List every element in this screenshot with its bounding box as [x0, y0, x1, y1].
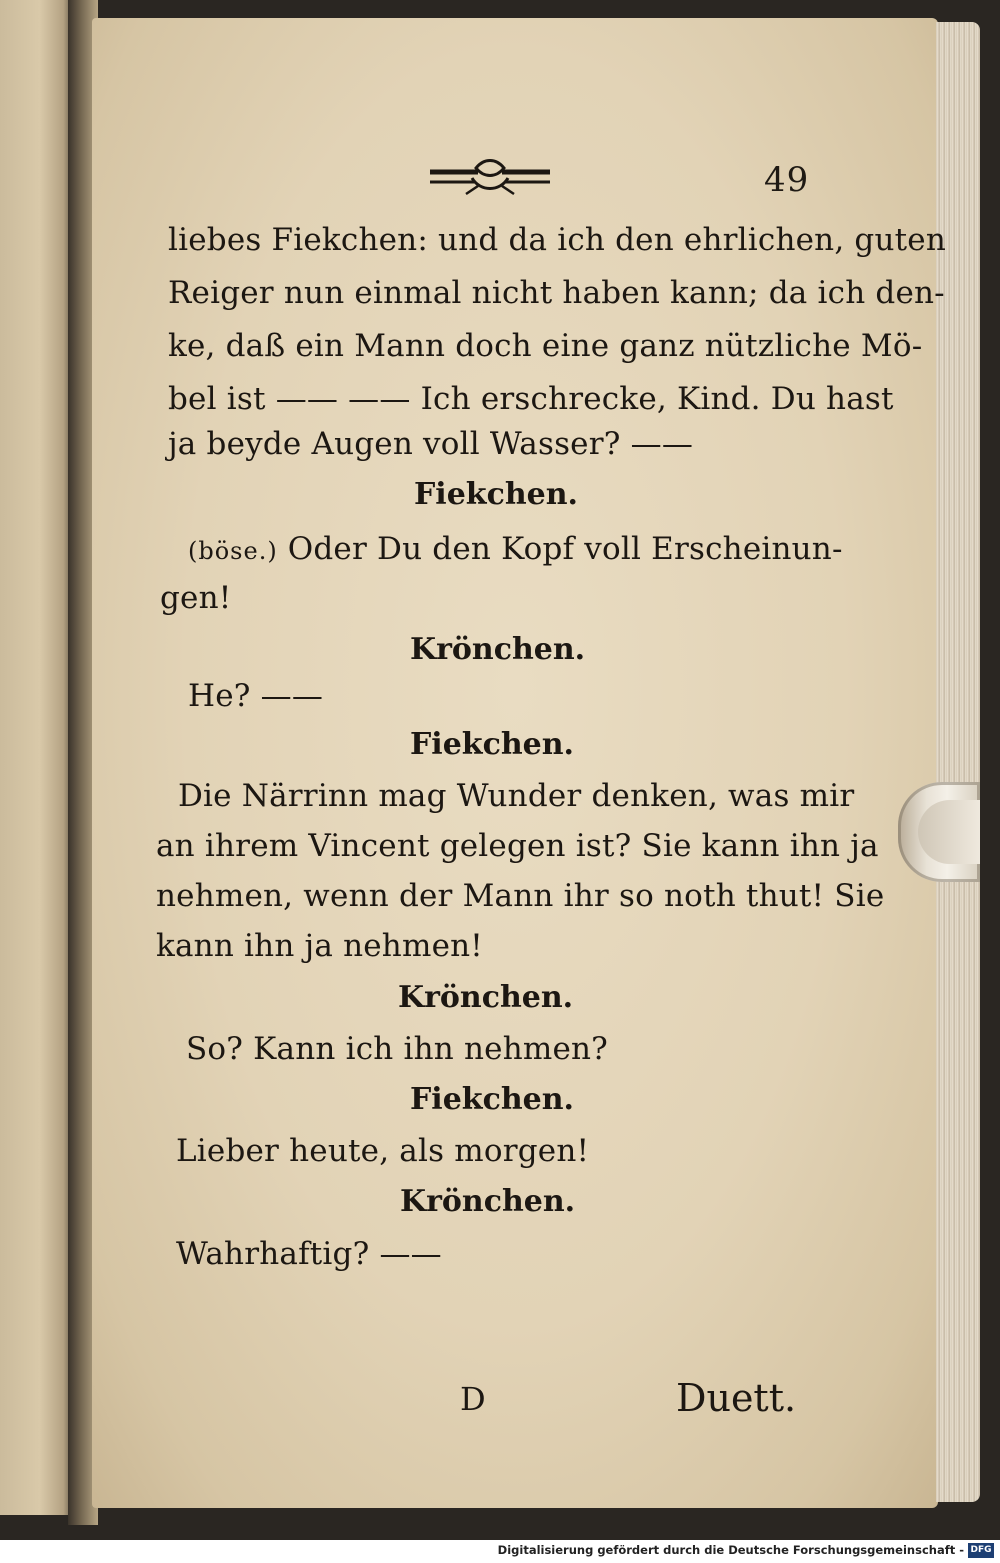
digitization-credit: Digitalisierung gefördert durch die Deutsche Forschungsgemeinschaft -	[497, 1543, 964, 1557]
dialogue-line	[188, 531, 843, 567]
text-line: kann ihn ja nehmen!	[156, 928, 483, 964]
stage-direction: (böse.)	[188, 537, 278, 565]
text-line: bel ist —— —— Ich erschrecke, Kind. Du hast	[168, 381, 894, 417]
signature-mark: D	[460, 1380, 486, 1418]
text-line: Reiger nun einmal nicht haben kann; da ich den-	[168, 275, 945, 311]
text-line: ja beyde Augen voll Wasser? ——	[168, 426, 694, 462]
text-line: liebes Fiekchen: und da ich den ehrlichen, guten	[168, 222, 947, 258]
dialogue-line: Die Närrinn mag Wunder denken, was mir	[178, 778, 855, 814]
page-clamp-inner	[918, 800, 980, 864]
speaker-name: Krönchen.	[400, 1184, 576, 1219]
dfg-logo: DFG	[968, 1543, 994, 1558]
ornament-icon	[428, 158, 552, 198]
dialogue-text: Oder Du den Kopf voll Erscheinun-	[287, 531, 843, 567]
speaker-name: Fiekchen.	[414, 477, 578, 512]
catchword: Duett.	[676, 1376, 797, 1420]
text-line: nehmen, wenn der Mann ihr so noth thut! Sie	[156, 878, 885, 914]
dialogue-line: Wahrhaftig? ——	[176, 1236, 442, 1272]
dialogue-line: He? ——	[188, 678, 324, 714]
speaker-name: Krönchen.	[398, 980, 574, 1015]
previous-page-edge	[0, 0, 72, 1515]
speaker-name: Krönchen.	[410, 632, 586, 667]
dialogue-line: So? Kann ich ihn nehmen?	[186, 1031, 608, 1067]
text-line: ke, daß ein Mann doch eine ganz nützliche Mö-	[168, 328, 923, 364]
page-number: 49	[764, 160, 810, 200]
dialogue-line: Lieber heute, als morgen!	[176, 1133, 590, 1169]
speaker-name: Fiekchen.	[410, 727, 574, 762]
speaker-name: Fiekchen.	[410, 1082, 574, 1117]
text-line: an ihrem Vincent gelegen ist? Sie kann ihn ja	[156, 828, 879, 864]
text-line: gen!	[160, 580, 232, 616]
